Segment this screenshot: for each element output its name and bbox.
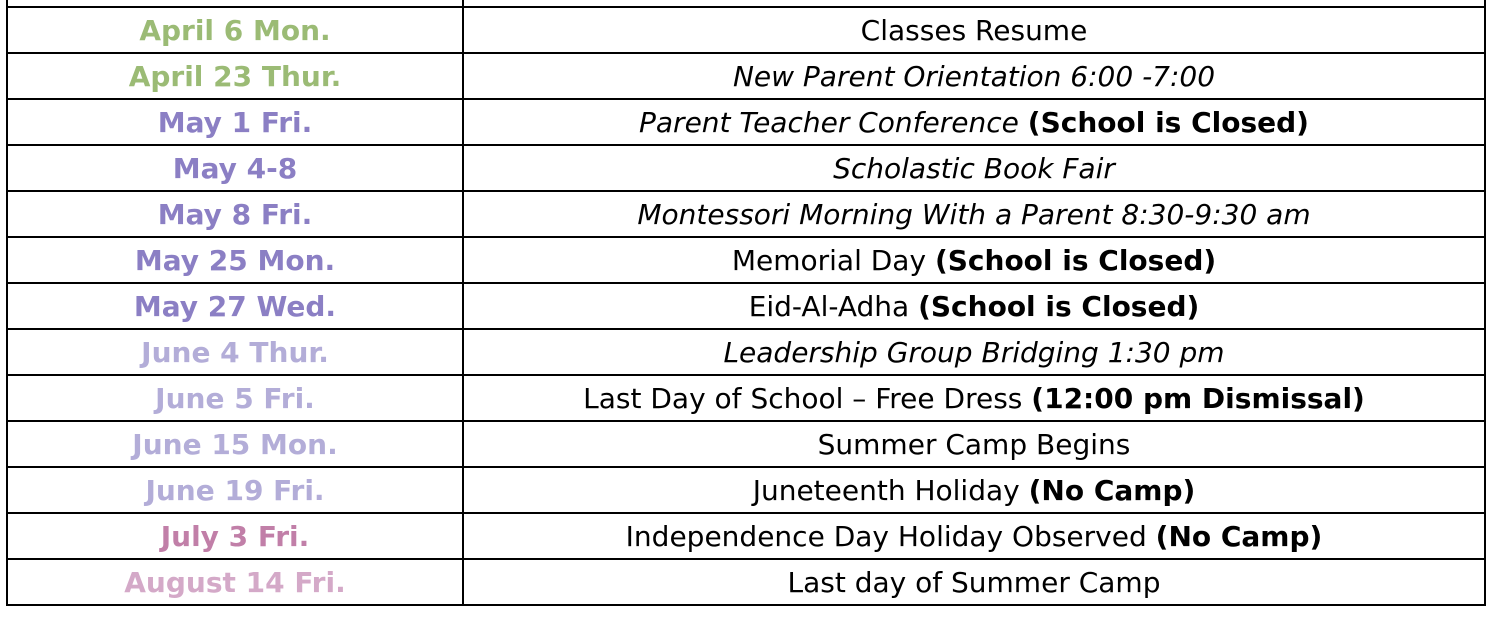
calendar-row [7,329,1485,375]
event-date: June 19 Fri. [7,467,463,513]
school-calendar-table [6,6,1486,606]
event-title: Parent Teacher Conference [639,105,1019,139]
event-note: (No Camp) [1155,519,1323,553]
event-date: June 5 Fri. [7,375,463,421]
calendar-row [7,53,1485,99]
calendar-row [7,191,1485,237]
event-date: May 27 Wed. [7,283,463,329]
event-title: Independence Day Holiday Observed [625,519,1147,553]
event-title: Summer Camp Begins [817,427,1131,461]
event-date: June 4 Thur. [7,329,463,375]
event-date: August 14 Fri. [7,559,463,605]
event-description-cell [463,99,1485,145]
event-note: (School is Closed) [934,243,1217,277]
event-title: Scholastic Book Fair [833,151,1115,185]
event-title: Last Day of School – Free Dress [583,381,1023,415]
event-date: May 25 Mon. [7,237,463,283]
column-divider [462,0,464,6]
calendar-row [7,467,1485,513]
event-description-cell [463,7,1485,53]
event-description-cell [463,191,1485,237]
event-title: Leadership Group Bridging 1:30 pm [723,335,1225,369]
event-title: Classes Resume [860,13,1088,47]
calendar-row [7,7,1485,53]
event-title: New Parent Orientation 6:00 -7:00 [732,59,1216,93]
event-note: (12:00 pm Dismissal) [1031,381,1365,415]
event-date: April 23 Thur. [7,53,463,99]
event-description-cell [463,329,1485,375]
calendar-row [7,237,1485,283]
event-title: Eid-Al-Adha [748,289,910,323]
calendar-row [7,145,1485,191]
event-description-cell [463,145,1485,191]
previous-row-edge [6,0,1486,6]
event-date: June 15 Mon. [7,421,463,467]
event-description-cell [463,375,1485,421]
calendar-row [7,283,1485,329]
calendar-row [7,99,1485,145]
calendar-row [7,513,1485,559]
event-description-cell [463,467,1485,513]
event-title: Memorial Day [731,243,927,277]
event-description-cell [463,421,1485,467]
calendar-row [7,421,1485,467]
event-title: Juneteenth Holiday [752,473,1020,507]
calendar-body [7,7,1485,605]
calendar-row [7,559,1485,605]
event-date: April 6 Mon. [7,7,463,53]
event-description-cell [463,559,1485,605]
event-description-cell [463,237,1485,283]
event-date: May 4-8 [7,145,463,191]
calendar-row [7,375,1485,421]
calendar-table-wrapper [6,0,1486,606]
event-note: (No Camp) [1028,473,1196,507]
event-note: (School is Closed) [918,289,1200,323]
event-date: July 3 Fri. [7,513,463,559]
event-description-cell [463,283,1485,329]
event-description-cell [463,53,1485,99]
event-date: May 1 Fri. [7,99,463,145]
event-title: Montessori Morning With a Parent 8:30-9:30 am [637,197,1311,231]
event-title: Last day of Summer Camp [787,565,1161,599]
event-description-cell [463,513,1485,559]
event-date: May 8 Fri. [7,191,463,237]
event-note: (School is Closed) [1027,105,1309,139]
